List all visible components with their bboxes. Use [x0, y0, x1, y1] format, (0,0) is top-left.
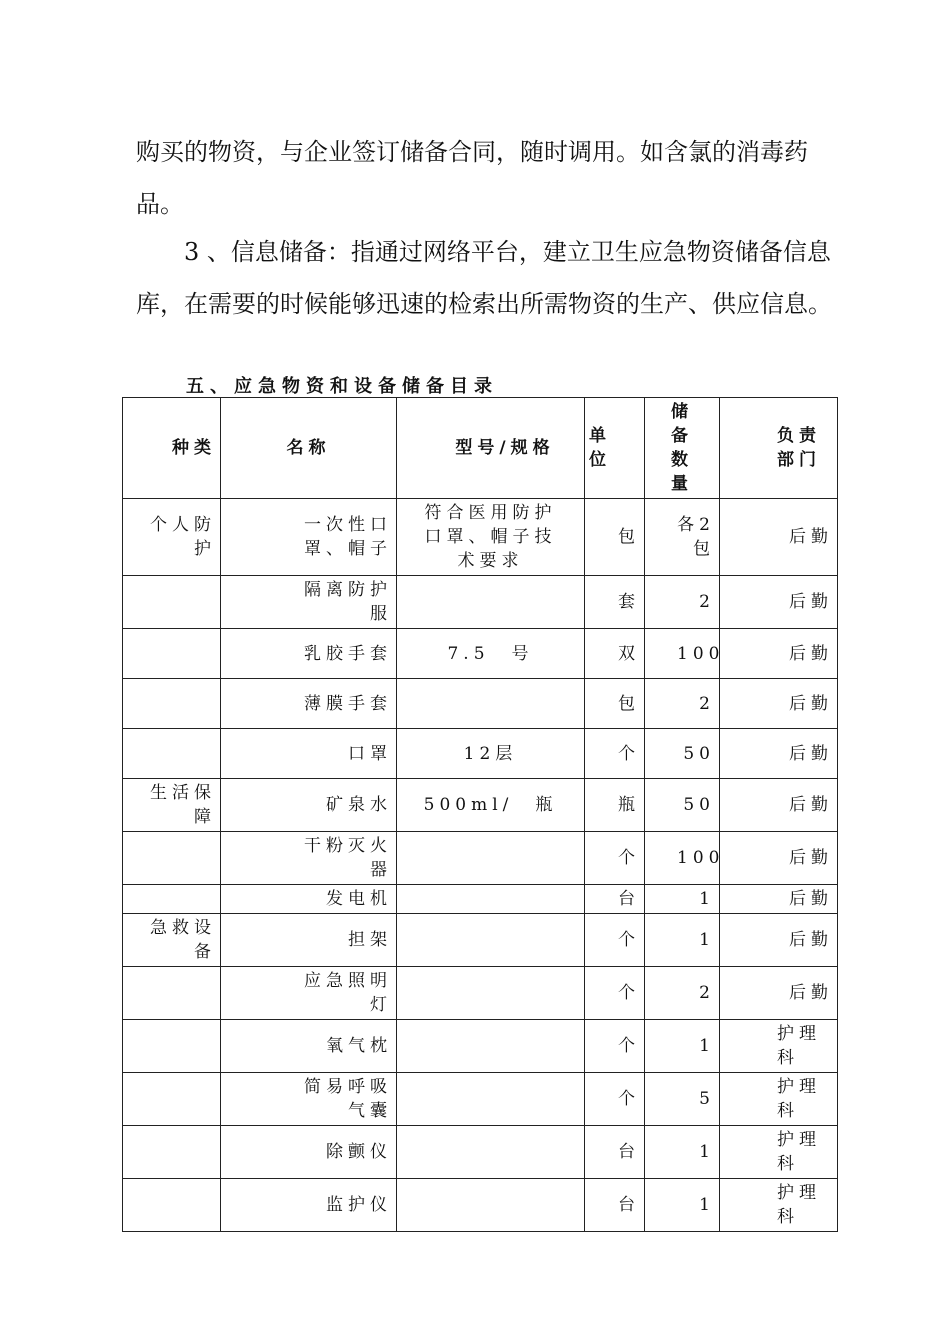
- header-name: 名称: [221, 398, 397, 499]
- cell-name: 担架: [221, 914, 397, 967]
- cell-name: 除颤仪: [221, 1126, 397, 1179]
- cell-quantity: 2: [645, 576, 720, 629]
- cell-dept: 后勤: [720, 967, 838, 1020]
- cell-unit: 包: [585, 679, 645, 729]
- cell-unit: 包: [585, 499, 645, 576]
- cell-unit: 个: [585, 1073, 645, 1126]
- cell-quantity: 50: [645, 729, 720, 779]
- cell-dept: 护理科: [720, 1073, 838, 1126]
- cell-name: 氧气枕: [221, 1020, 397, 1073]
- header-dept: 负责部门: [720, 398, 838, 499]
- cell-spec: [397, 1126, 585, 1179]
- cell-name: 乳胶手套: [221, 629, 397, 679]
- cell-dept: 后勤: [720, 499, 838, 576]
- paragraph-material-reserve: 购买的物资，与企业签订储备合同，随时调用。如含氯的消毒药品。: [136, 138, 808, 218]
- header-spec: 型号/规格: [397, 398, 585, 499]
- cell-dept: 后勤: [720, 729, 838, 779]
- header-category: 种类: [123, 398, 221, 499]
- table-row: [123, 679, 838, 729]
- cell-dept: 后勤: [720, 914, 838, 967]
- cell-quantity: 100: [645, 629, 720, 679]
- table-row: [123, 779, 838, 832]
- cell-dept: 后勤: [720, 832, 838, 885]
- cell-category: [123, 729, 221, 779]
- cell-unit: 套: [585, 576, 645, 629]
- cell-unit: 个: [585, 914, 645, 967]
- cell-category: 个人防护: [123, 499, 221, 576]
- cell-quantity: 1: [645, 885, 720, 914]
- cell-unit: 台: [585, 1126, 645, 1179]
- table-row: [123, 914, 838, 967]
- cell-category: [123, 1179, 221, 1232]
- cell-category: [123, 679, 221, 729]
- cell-name: 口罩: [221, 729, 397, 779]
- header-unit: 单位: [585, 398, 645, 499]
- table-row: [123, 629, 838, 679]
- cell-unit: 双: [585, 629, 645, 679]
- cell-quantity: 1: [645, 1126, 720, 1179]
- cell-name: 应急照明灯: [221, 967, 397, 1020]
- cell-dept: 后勤: [720, 679, 838, 729]
- cell-category: [123, 1020, 221, 1073]
- cell-name: 薄膜手套: [221, 679, 397, 729]
- cell-dept: 护理科: [720, 1179, 838, 1232]
- cell-category: [123, 629, 221, 679]
- cell-name: 简易呼吸气囊: [221, 1073, 397, 1126]
- cell-category: 生活保障: [123, 779, 221, 832]
- cell-name: 矿泉水: [221, 779, 397, 832]
- cell-dept: 后勤: [720, 576, 838, 629]
- cell-name: 发电机: [221, 885, 397, 914]
- cell-unit: 台: [585, 885, 645, 914]
- table-row: [123, 832, 838, 885]
- cell-spec: [397, 1020, 585, 1073]
- table-row: [123, 1126, 838, 1179]
- cell-spec: 符合医用防护口罩、帽子技术要求: [397, 499, 585, 576]
- table-row: [123, 885, 838, 914]
- table-row: [123, 967, 838, 1020]
- table-row: [123, 1020, 838, 1073]
- cell-name: 隔离防护服: [221, 576, 397, 629]
- table-row: [123, 1179, 838, 1232]
- cell-spec: [397, 967, 585, 1020]
- cell-category: [123, 832, 221, 885]
- cell-category: 急救设备: [123, 914, 221, 967]
- cell-name: 监护仪: [221, 1179, 397, 1232]
- cell-category: [123, 576, 221, 629]
- cell-dept: 后勤: [720, 629, 838, 679]
- cell-spec: [397, 914, 585, 967]
- section-title: 五、应急物资和设备储备目录: [186, 376, 498, 397]
- cell-unit: 个: [585, 832, 645, 885]
- header-quantity: 储备数量: [645, 398, 720, 499]
- cell-category: [123, 1126, 221, 1179]
- table-row: [123, 499, 838, 576]
- cell-name: 一次性口罩、帽子: [221, 499, 397, 576]
- cell-category: [123, 967, 221, 1020]
- cell-spec: [397, 1073, 585, 1126]
- cell-unit: 台: [585, 1179, 645, 1232]
- cell-quantity: 1: [645, 914, 720, 967]
- cell-dept: 后勤: [720, 779, 838, 832]
- cell-spec: [397, 1179, 585, 1232]
- table-row: [123, 729, 838, 779]
- cell-category: [123, 1073, 221, 1126]
- cell-quantity: 2: [645, 967, 720, 1020]
- table-row: [123, 1073, 838, 1126]
- cell-quantity: 100: [645, 832, 720, 885]
- cell-quantity: 各2包: [645, 499, 720, 576]
- cell-spec: 12层: [397, 729, 585, 779]
- cell-quantity: 1: [645, 1020, 720, 1073]
- cell-dept: 护理科: [720, 1020, 838, 1073]
- cell-unit: 瓶: [585, 779, 645, 832]
- table-row: [123, 576, 838, 629]
- cell-quantity: 5: [645, 1073, 720, 1126]
- cell-spec: [397, 576, 585, 629]
- cell-spec: [397, 832, 585, 885]
- table-header-row: [123, 398, 838, 499]
- cell-dept: 后勤: [720, 885, 838, 914]
- cell-dept: 护理科: [720, 1126, 838, 1179]
- cell-spec: [397, 885, 585, 914]
- cell-quantity: 50: [645, 779, 720, 832]
- cell-quantity: 2: [645, 679, 720, 729]
- cell-spec: 500ml/ 瓶: [397, 779, 585, 832]
- cell-name: 干粉灭火器: [221, 832, 397, 885]
- cell-quantity: 1: [645, 1179, 720, 1232]
- cell-unit: 个: [585, 967, 645, 1020]
- cell-category: [123, 885, 221, 914]
- emergency-supplies-table: [122, 397, 838, 1232]
- cell-spec: [397, 679, 585, 729]
- cell-spec: 7.5 号: [397, 629, 585, 679]
- cell-unit: 个: [585, 729, 645, 779]
- paragraph-information-reserve: 3 、信息储备：指通过网络平台，建立卫生应急物资储备信息库，在需要的时候能够迅速的检索出所需物资的生产、供应信息。: [136, 238, 832, 318]
- cell-unit: 个: [585, 1020, 645, 1073]
